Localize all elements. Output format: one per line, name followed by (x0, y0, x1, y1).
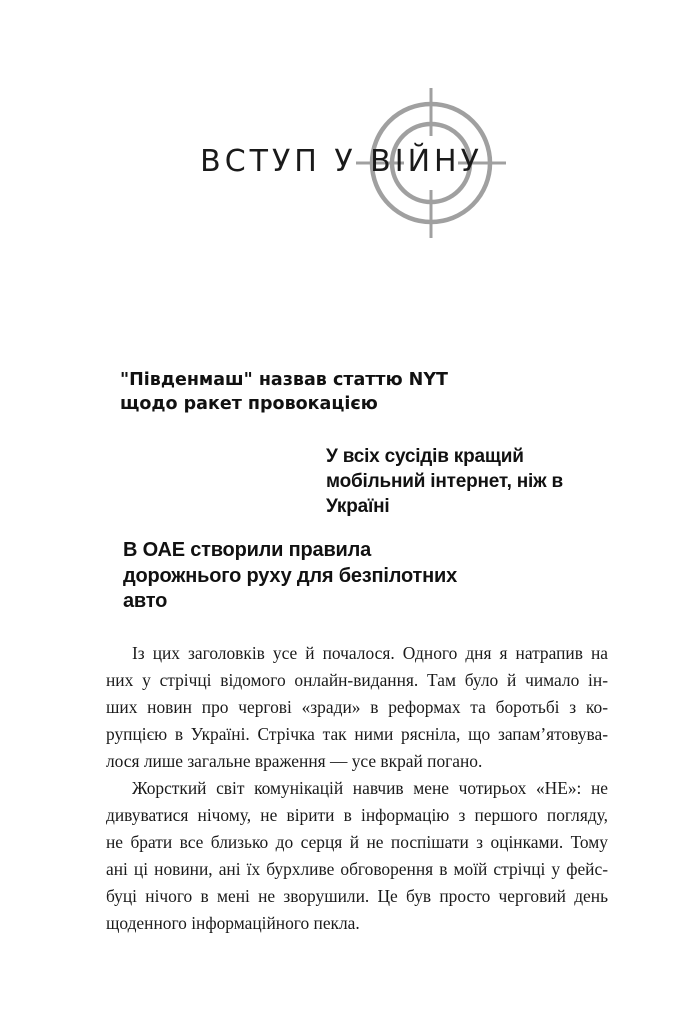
text-line: не брати все близько до серця й не поспішати з оцінками. Тому (106, 832, 608, 852)
headline-line: У всіх сусідів кращий (326, 446, 524, 467)
headline-line: дорожнього руху для безпілотних (123, 564, 457, 587)
paragraph (106, 775, 608, 937)
paragraph (106, 640, 608, 775)
news-headline-3 (123, 538, 503, 615)
headline-line: Україні (326, 496, 390, 517)
body-text (106, 640, 608, 937)
headline-line: В ОАЕ створили правила (123, 539, 372, 561)
text-line: Із цих заголовків усе й почалося. Одного дня я натрапив на (132, 643, 608, 663)
chapter-title: ВСТУП У ВІЙНУ (200, 144, 483, 179)
text-line: дивуватися нічому, не вірити в інформацію з першого погляду, (106, 805, 608, 825)
headline-line: "Південмаш" назвав статтю NYT (120, 370, 448, 390)
text-line: буці нічого в мені не зворушили. Це був просто черговий день (106, 886, 608, 906)
text-line: ані ці новини, ані їх бурхливе обговорення в моїй стрічці у фейс- (106, 859, 608, 879)
text-line: ших новин про чергові «зради» в реформах та боротьбі з ко- (106, 697, 608, 717)
headline-line: авто (123, 590, 168, 612)
news-headline-2 (326, 444, 626, 519)
text-line: рупцією в Україні. Стрічка так ними рясніла, що запам’ятовува- (106, 724, 608, 744)
headline-line: мобільний інтернет, ніж в (326, 471, 563, 492)
text-line: Жорсткий світ комунікацій навчив мене чотирьох «НЕ»: не (132, 778, 608, 798)
text-line: них у стрічці відомого онлайн-видання. Там було й чимало ін- (106, 670, 608, 690)
chapter-header (0, 80, 683, 250)
headline-line: щодо ракет провокацією (120, 394, 378, 414)
text-line: лося лише загальне враження — усе вкрай погано. (106, 751, 483, 771)
news-headline-1 (120, 368, 500, 416)
text-line: щоденного інформаційного пекла. (106, 913, 360, 933)
